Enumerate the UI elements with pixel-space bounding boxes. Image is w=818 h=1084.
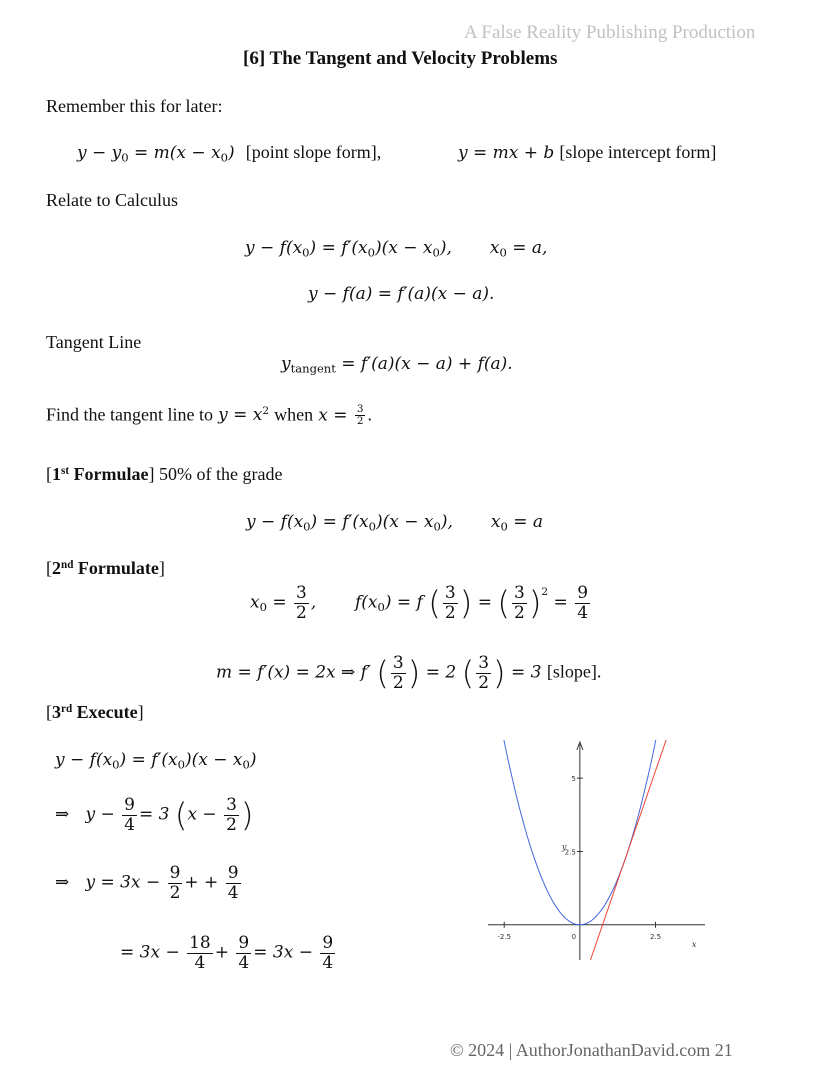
relate-equation-1: $y - f(x_0) = f'(x_0)(x - x_0)$, $x_0 = a$,: [245, 238, 548, 260]
tangent-graph: [480, 740, 710, 960]
x-tick-label: -2.5: [497, 932, 512, 941]
parabola-curve: [503, 740, 659, 925]
step1-heading: [1st Formulae] 50% of the grade: [46, 464, 283, 484]
step2-suffix: nd: [61, 558, 74, 571]
point-slope-label: [point slope form],: [245, 142, 382, 162]
step2-word: Formulate: [77, 558, 159, 578]
y-tick-label: 5: [571, 775, 576, 784]
relate-equation-2: y − f(a) = f′(a)(x − a).: [308, 284, 495, 304]
tangent-subscript: tangent: [290, 361, 336, 376]
step3-word: Execute: [76, 702, 138, 722]
step2-x0-equation: $x_0$ = $\frac{3}{2}$ ,: [250, 583, 317, 623]
step1-equation: $y - f(x_0) = f'(x_0)(x - x_0)$, $x_0 = a$: [246, 512, 543, 534]
step3-line-1: $y - f(x_0) = f'(x_0)(x - x_0)$: [55, 750, 257, 772]
step2-number: 2: [52, 558, 61, 578]
tangent-line: [590, 740, 666, 960]
find-when: when: [274, 404, 314, 425]
page-footer: © 2024 | AuthorJonathanDavid.com 21: [450, 1040, 733, 1060]
step3-line-3: ⇒ y = 3x − $\frac{9}{2}$ + + $\frac{9}{4}$: [55, 863, 239, 903]
step3-number: 3: [52, 702, 61, 722]
slope-tag: [slope].: [546, 661, 602, 682]
tangent-line-heading: Tangent Line: [46, 332, 142, 352]
find-prefix: Find the tangent line to: [46, 404, 213, 425]
relate-heading: Relate to Calculus: [46, 190, 178, 210]
step3-line-2: ⇒ y − $\frac{9}{4}$ = 3 (x − $\frac{3}{2}$ ): [55, 795, 254, 835]
remember-text: Remember this for later:: [46, 96, 223, 116]
publisher-watermark: A False Reality Publishing Production: [464, 22, 756, 43]
y-axis-label: y: [561, 842, 567, 852]
x-tick-label: 0: [571, 932, 577, 941]
step1-rest: 50% of the grade: [159, 464, 283, 484]
x-axis-label: x: [691, 939, 697, 949]
step1-word: Formulae: [73, 464, 149, 484]
step3-heading: [3rd Execute]: [46, 702, 144, 722]
slope-intercept-equation: y = mx + b [slope intercept form]: [458, 142, 717, 163]
step1-number: 1: [52, 464, 61, 484]
step3-line-4: = 3x − $\frac{18}{4}$ + $\frac{9}{4}$ = 3x − $\frac{9}{4}$: [120, 933, 334, 973]
tangent-line-formula: $y_{tangent} = f'(a)(x - a) + f(a)$.: [281, 354, 513, 376]
step3-suffix: rd: [61, 702, 73, 715]
step1-suffix: st: [61, 464, 70, 477]
y-tick-label: 2.5: [564, 848, 576, 857]
step2-f-equation: $f(x_0) = f$ ( $\frac{3}{2}$ ) = ( $\frac{3}{2}$ )$^2$ = $\frac{9}{4}$: [355, 583, 589, 623]
step2-slope-equation: m = f′(x) = 2x ⇒ f′ ( $\frac{3}{2}$ ) = 2 ( $\frac{3}{2}$ ) = 3 [slope].: [216, 653, 602, 693]
step2-heading: [2nd Formulate]: [46, 558, 165, 578]
x-tick-label: 2.5: [649, 932, 662, 941]
page-title: [6] The Tangent and Velocity Problems: [243, 48, 558, 69]
slope-intercept-label: [slope intercept form]: [559, 142, 717, 162]
point-slope-equation: $y - y_0 = m(x - x_0)$ [point slope form],: [77, 142, 382, 165]
find-problem: Find the tangent line to $y = x^2$ when x = $\frac{3}{2}$ .: [46, 403, 372, 428]
